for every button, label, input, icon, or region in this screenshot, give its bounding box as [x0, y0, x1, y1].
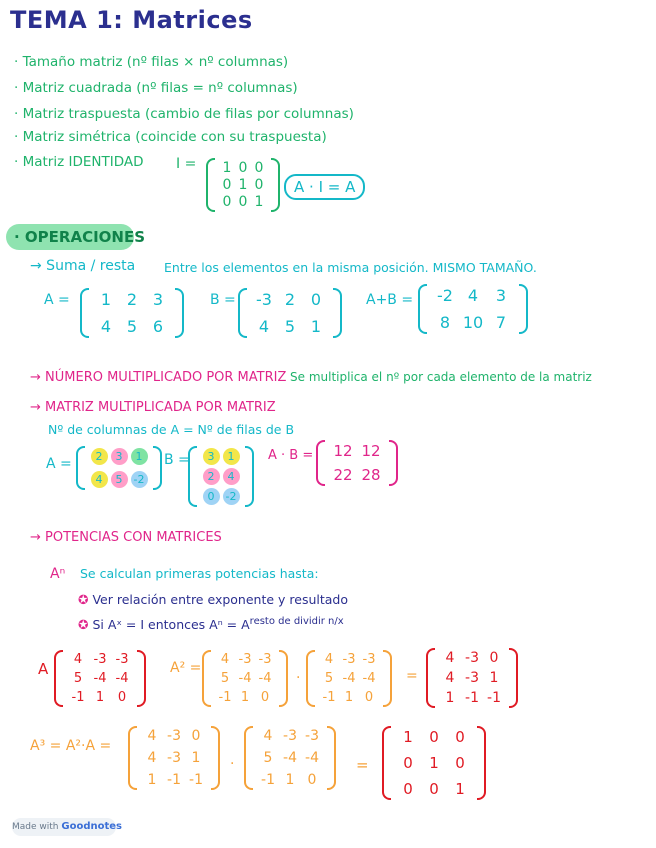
matrix-cell: 1	[95, 690, 105, 705]
matrix-cell: -4	[342, 671, 356, 686]
matrix-cell: -1	[71, 690, 85, 705]
identity-label: I =	[176, 156, 197, 172]
property-identity: · Matriz IDENTIDAD	[14, 154, 144, 170]
matrix-cell: -3	[465, 650, 479, 666]
bullet-superscript: resto de dividir n/x	[249, 616, 344, 627]
badge-prefix: Made with	[12, 822, 59, 832]
matrix-cell: -1	[322, 690, 336, 705]
matrix-cell: 4	[324, 652, 334, 667]
matrix-cell: -2	[223, 488, 240, 505]
matrix-cell: 4	[100, 317, 112, 336]
matrix-cell: -3	[238, 652, 252, 667]
matrix-cell: 3	[203, 448, 220, 465]
matrix-cell: -4	[238, 671, 252, 686]
matrix-cell: 0	[222, 177, 232, 193]
matrix-cell: -4	[93, 671, 107, 686]
operations-heading: · OPERACIONES	[6, 224, 134, 250]
matrix-cell: 3	[111, 448, 128, 465]
matrix-cell: 1	[429, 754, 439, 772]
matrix-cell: 2	[203, 468, 220, 485]
property-size: · Tamaño matriz (nº filas × nº columnas)	[14, 54, 289, 70]
power-a-label: A	[38, 660, 49, 678]
equals-sign: =	[406, 668, 418, 684]
matmul-b-label: B =	[164, 452, 190, 468]
sum-matrix-result	[418, 284, 528, 334]
matrix-cell: 5	[220, 671, 230, 686]
matrix-cell: -1	[261, 772, 275, 788]
sum-label: → Suma / resta	[30, 258, 136, 274]
powers-label: → POTENCIAS CON MATRICES	[30, 530, 222, 545]
matrix-cell: -4	[305, 750, 319, 766]
matrix-cell: 8	[439, 313, 451, 332]
matrix-cell: 0	[254, 177, 264, 193]
matrix-cell: 5	[284, 317, 296, 336]
matrix-cell: 4	[467, 286, 479, 305]
power-matrix-a2	[426, 648, 518, 708]
matrix-cell: 0	[429, 780, 439, 798]
matrix-cell: 12	[361, 442, 381, 460]
matrix-cell: 7	[495, 313, 507, 332]
matrix-cell: -1	[218, 690, 232, 705]
matrix-cell: 4	[147, 750, 157, 766]
matrix-cell: -1	[167, 772, 181, 788]
matrix-cell: 5	[324, 671, 334, 686]
matrix-cell: 0	[191, 728, 201, 744]
matmul-label: → MATRIZ MULTIPLICADA POR MATRIZ	[30, 400, 276, 415]
equals-sign: =	[356, 756, 369, 774]
matrix-cell: 0	[117, 690, 127, 705]
matrix-cell: 0	[364, 690, 374, 705]
matrix-cell: -3	[342, 652, 356, 667]
matrix-cell: 4	[258, 317, 270, 336]
matrix-cell: 4	[73, 652, 83, 667]
matrix-cell: 1	[191, 750, 201, 766]
powers-an: Aⁿ	[50, 566, 66, 582]
power-a2-label: A² =	[170, 660, 202, 676]
matmul-matrix-result	[316, 440, 398, 486]
matrix-cell: 0	[203, 488, 220, 505]
matrix-cell: -2	[131, 471, 148, 488]
matrix-cell: 0	[254, 160, 264, 176]
matrix-cell: -3	[167, 750, 181, 766]
matrix-cell: 5	[263, 750, 273, 766]
matrix-cell: 5	[126, 317, 138, 336]
matrix-cell: 1	[131, 448, 148, 465]
power-matrix-a	[54, 650, 146, 707]
matrix-cell: -4	[283, 750, 297, 766]
matrix-cell: -3	[93, 652, 107, 667]
property-symmetric: · Matriz simétrica (coincide con su traspuesta)	[14, 129, 327, 145]
power-a2-factor-1	[202, 650, 288, 707]
matrix-cell: -3	[167, 728, 181, 744]
matrix-cell: 0	[260, 690, 270, 705]
sum-matrix-a	[80, 288, 184, 338]
matrix-cell: 0	[310, 290, 322, 309]
matrix-cell: 22	[333, 466, 353, 484]
matrix-cell: 1	[147, 772, 157, 788]
matrix-cell: 0	[222, 194, 232, 210]
matrix-cell: 28	[361, 466, 381, 484]
power-a3-factor-1	[128, 726, 220, 790]
matrix-cell: 4	[445, 670, 455, 686]
matrix-cell: 0	[403, 780, 413, 798]
matrix-cell: 12	[333, 442, 353, 460]
matrix-cell: -3	[305, 728, 319, 744]
dot-operator: ·	[230, 756, 235, 772]
power-matrix-a3	[382, 726, 486, 800]
matrix-cell: 4	[445, 650, 455, 666]
matrix-cell: 1	[285, 772, 295, 788]
matrix-cell: -1	[189, 772, 203, 788]
matrix-cell: 1	[222, 160, 232, 176]
matrix-cell: 1	[223, 448, 240, 465]
matrix-cell: 10	[462, 313, 484, 332]
bullet-text: Ver relación entre exponente y resultado	[92, 592, 348, 607]
matrix-cell: 0	[238, 194, 248, 210]
matrix-cell: -3	[283, 728, 297, 744]
matrix-cell: -2	[437, 286, 453, 305]
matrix-cell: -3	[115, 652, 129, 667]
matrix-cell: 1	[403, 728, 413, 746]
matrix-cell: 1	[100, 290, 112, 309]
matrix-cell: -1	[465, 690, 479, 706]
identity-formula: A · I = A	[284, 174, 365, 200]
matrix-cell: 0	[403, 754, 413, 772]
matrix-cell: 1	[238, 177, 248, 193]
powers-note: Se calculan primeras potencias hasta:	[80, 566, 319, 581]
matrix-cell: 2	[126, 290, 138, 309]
matrix-cell: 1	[254, 194, 264, 210]
matrix-cell: 1	[455, 780, 465, 798]
powers-bullet-1	[78, 592, 348, 607]
matrix-cell: 1	[489, 670, 499, 686]
sum-a-label: A =	[44, 292, 70, 308]
matrix-cell: 0	[238, 160, 248, 176]
powers-bullet-2	[78, 616, 344, 632]
matrix-cell: 4	[91, 471, 108, 488]
matrix-cell: 1	[310, 317, 322, 336]
bullet-star-icon: ✪	[78, 592, 89, 607]
matrix-cell: -4	[362, 671, 376, 686]
sum-b-label: B =	[210, 292, 236, 308]
matrix-cell: -3	[465, 670, 479, 686]
badge-app-name: Goodnotes	[61, 821, 122, 832]
bullet-star-icon: ✪	[78, 617, 89, 633]
matrix-cell: 2	[91, 448, 108, 465]
power-a3-factor-2	[244, 726, 336, 790]
property-square: · Matriz cuadrada (nº filas = nº columnas)	[14, 80, 298, 96]
matmul-matrix-b	[188, 446, 254, 507]
matrix-cell: 4	[223, 468, 240, 485]
matrix-cell: 3	[495, 286, 507, 305]
property-transpose: · Matriz traspuesta (cambio de filas por columnas)	[14, 106, 354, 122]
matrix-cell: 0	[455, 754, 465, 772]
goodnotes-badge	[12, 818, 122, 836]
matmul-a-label: A =	[46, 456, 72, 472]
matrix-cell: 4	[220, 652, 230, 667]
matrix-cell: -3	[258, 652, 272, 667]
dot-operator: ·	[296, 670, 301, 686]
page-title: TEMA 1: Matrices	[10, 6, 253, 34]
sum-ab-label: A+B =	[366, 292, 414, 308]
identity-matrix	[206, 158, 280, 212]
matrix-cell: 0	[455, 728, 465, 746]
matmul-condition: Nº de columnas de A = Nº de filas de B	[48, 422, 295, 437]
matrix-cell: -3	[256, 290, 272, 309]
matrix-cell: 0	[307, 772, 317, 788]
matrix-cell: -1	[487, 690, 501, 706]
matrix-cell: 4	[147, 728, 157, 744]
matrix-cell: 3	[152, 290, 164, 309]
power-a3-label: A³ = A²·A =	[30, 738, 112, 754]
matrix-cell: -4	[258, 671, 272, 686]
matrix-cell: 5	[73, 671, 83, 686]
matrix-cell: 1	[240, 690, 250, 705]
matrix-cell: 2	[284, 290, 296, 309]
scalar-note: Se multiplica el nº por cada elemento de la matriz	[290, 370, 592, 384]
matrix-cell: 1	[344, 690, 354, 705]
matrix-cell: 1	[445, 690, 455, 706]
matrix-cell: 6	[152, 317, 164, 336]
bullet-text: Si Aˣ = I entonces Aⁿ = A	[92, 617, 250, 633]
sum-matrix-b	[238, 288, 342, 338]
matmul-ab-label: A · B =	[268, 448, 314, 463]
scalar-label: → NÚMERO MULTIPLICADO POR MATRIZ	[30, 370, 287, 385]
matrix-cell: -3	[362, 652, 376, 667]
power-a2-factor-2	[306, 650, 392, 707]
matrix-cell: 5	[111, 471, 128, 488]
matrix-cell: -4	[115, 671, 129, 686]
matrix-cell: 4	[263, 728, 273, 744]
sum-note: Entre los elementos en la misma posición. MISMO TAMAÑO.	[164, 260, 537, 275]
matrix-cell: 0	[429, 728, 439, 746]
matrix-cell: 0	[489, 650, 499, 666]
matmul-matrix-a	[76, 446, 162, 490]
